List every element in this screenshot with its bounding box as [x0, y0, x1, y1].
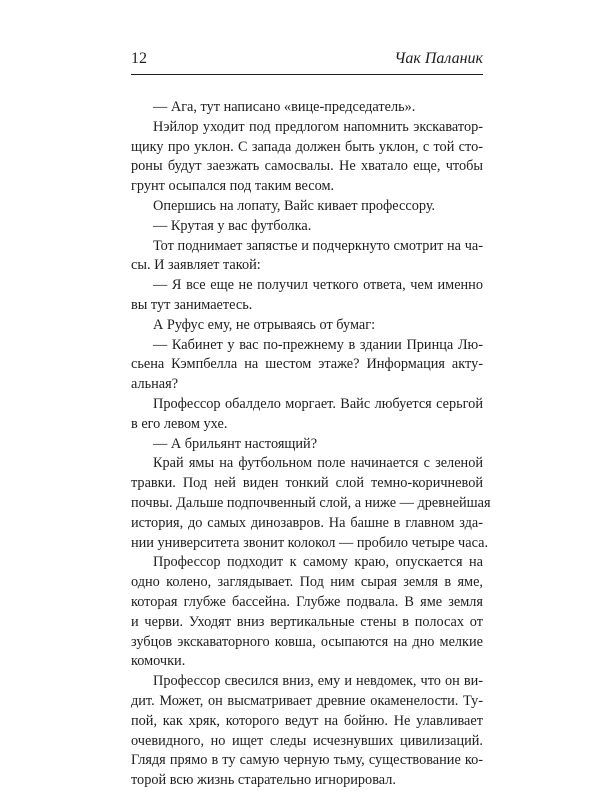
text-line: А Руфус ему, не отрываясь от бумаг:	[153, 316, 376, 333]
text-line: щику про уклон. С запада должен быть уклон, с той сто-	[131, 138, 483, 155]
text-line: в его левом ухе.	[131, 415, 228, 432]
text-line: Профессор обалдело моргает. Вайс любуется серьгой	[153, 395, 483, 412]
text-line: — Ага, тут написано «вице-председатель».	[153, 99, 416, 115]
text-line: вы тут занимаетесь.	[131, 296, 253, 313]
text-line: очевидного, но ищет следы исчезнувших цивилизаций.	[131, 732, 483, 749]
text-line: Тот поднимает запястье и подчеркнуто смотрит на ча-	[153, 237, 483, 254]
text-line: Глядя прямо в ту самую черную тьму, существование ко-	[131, 752, 483, 769]
text-line: Опершись на лопату, Вайс кивает профессору.	[153, 197, 436, 214]
text-line: сы. И заявляет такой:	[131, 257, 261, 274]
text-line: травки. Под ней виден тонкий слой темно-коричневой	[131, 475, 483, 492]
text-line: роны будут заезжать самосвалы. Не хватало еще, чтобы	[131, 158, 483, 175]
header-rule	[131, 74, 483, 75]
text-line: Край ямы на футбольном поле начинается с зеленой	[153, 455, 483, 472]
text-line: история, до самых динозавров. На башне в главном зда-	[131, 514, 483, 531]
text-line: Профессор подходит к самому краю, опускается на	[153, 554, 483, 571]
text-line: почвы. Дальше подпочвенный слой, а ниже — древнейшая	[131, 494, 491, 511]
text-line: которая глубже бассейна. Глубже подвала. В яме земля	[131, 593, 483, 610]
text-line: Нэйлор уходит под предлогом напомнить экскаватор-	[153, 118, 483, 135]
running-head-author: Чак Паланик	[394, 50, 483, 67]
text-line: Профессор свесился вниз, ему и невдомек, что он ви-	[153, 673, 483, 690]
text-line: сьена Кэмпбелла на шестом этаже? Информация акту-	[131, 356, 483, 373]
text-line: пой, как хряк, которого ведут на бойню. Не улавливает	[131, 712, 483, 729]
text-line: зубцов экскаваторного ковша, осыпаются на дно мелкие	[131, 633, 483, 650]
text-line: одно колено, заглядывает. Под ним сырая земля в яме,	[131, 574, 483, 591]
text-line: дит. Может, он высматривает древние окаменелости. Ту-	[131, 692, 483, 709]
text-line: — Я все еще не получил четкого ответа, чем именно	[153, 277, 483, 294]
body-text	[131, 98, 491, 791]
text-line: комочки.	[131, 653, 186, 670]
text-line: альная?	[131, 376, 179, 393]
text-line: торой всю жизнь старательно игнорировал.	[131, 772, 396, 789]
text-line: грунт осыпался под таким весом.	[131, 178, 335, 195]
page-number: 12	[131, 50, 147, 67]
text-line: — Крутая у вас футболка.	[153, 217, 312, 234]
text-line: и черви. Уходят вниз вертикальные стены в полосах от	[131, 613, 483, 630]
text-line: — А брильянт настоящий?	[153, 435, 318, 452]
page-header	[131, 46, 483, 74]
text-line: нии университета звонит колокол — пробило четыре часа.	[131, 534, 489, 551]
text-line: — Кабинет у вас по-прежнему в здании Принца Лю-	[153, 336, 483, 353]
